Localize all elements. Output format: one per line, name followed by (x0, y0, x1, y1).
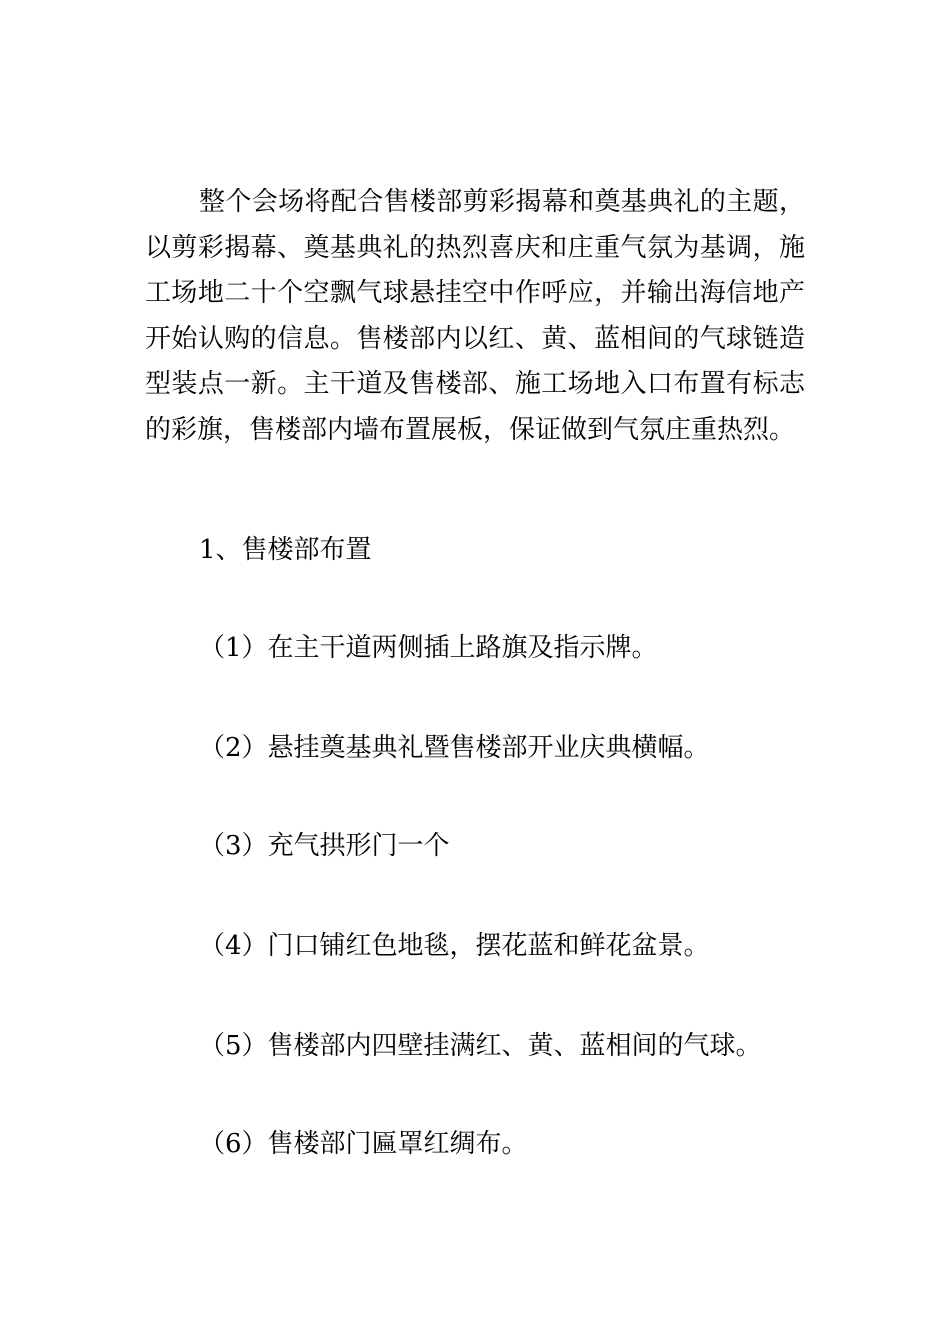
paragraph-line: 以剪彩揭幕、奠基典礼的热烈喜庆和庄重气氛为基调，施 (145, 232, 805, 263)
list-item: （4）门口铺红色地毯，摆花蓝和鲜花盆景。 (199, 931, 710, 961)
list-item: （1）在主干道两侧插上路旗及指示牌。 (199, 633, 658, 663)
list-item: （3）充气拱形门一个 (199, 831, 450, 861)
paragraph-line: 开始认购的信息。售楼部内以红、黄、蓝相间的气球链造 (145, 323, 805, 354)
paragraph-line: 工场地二十个空飘气球悬挂空中作呼应，并输出海信地产 (145, 278, 805, 308)
intro-paragraph (145, 180, 805, 453)
list-item: （6）售楼部门匾罩红绸布。 (199, 1129, 528, 1159)
paragraph-line: 型装点一新。主干道及售楼部、施工场地入口布置有标志 (145, 369, 805, 399)
paragraph-line: 整个会场将配合售楼部剪彩揭幕和奠基典礼的主题， (199, 187, 805, 217)
list-item: （5）售楼部内四壁挂满红、黄、蓝相间的气球。 (199, 1031, 762, 1061)
section-heading: 1、售楼部布置 (199, 535, 372, 565)
list-item: （2）悬挂奠基典礼暨售楼部开业庆典横幅。 (199, 733, 710, 763)
paragraph-line: 的彩旗，售楼部内墙布置展板，保证做到气氛庄重热烈。 (145, 414, 796, 445)
